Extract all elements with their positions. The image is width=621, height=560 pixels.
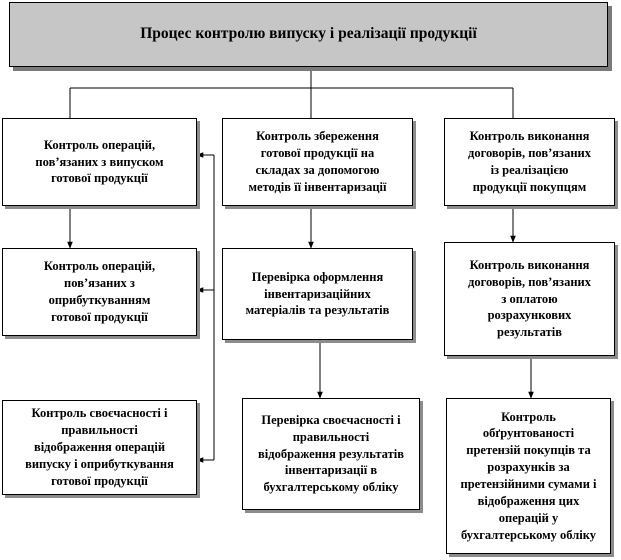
box-col1-row3: Контроль своєчасності і правильності відображення операцій випуску і оприбуткування готової продукції <box>2 400 197 495</box>
box-col2-row2: Перевірка оформлення інвентаризаційних матеріалів та результатів <box>222 248 413 340</box>
box-col3-row1: Контроль виконання договорів, пов’язаних із реалізацією продукції покупцям <box>444 118 615 206</box>
box-col2-row3: Перевірка своєчасності і правильності відображення результатів інвентаризації в бухгалтерському обліку <box>242 398 420 510</box>
box-col2-row1: Контроль збереження готової продукції на складах за допомогою методів її інвентаризації <box>222 118 413 206</box>
box-col3-row3: Контроль обґрунтованості претензій покупців та розрахунків за претензійними сумами і відображення цих операцій у бухгалтерському обліку <box>446 398 611 554</box>
diagram-title: Процес контролю випуску і реалізації продукції <box>9 2 608 67</box>
box-col3-row2: Контроль виконання договорів, пов’язаних з оплатою розрахункових результатів <box>444 242 615 356</box>
box-col1-row1: Контроль операцій, пов’язаних з випуском готової продукції <box>2 118 197 206</box>
box-col1-row2: Контроль операцій, пов’язаних з оприбуткуванням готової продукції <box>2 248 197 336</box>
